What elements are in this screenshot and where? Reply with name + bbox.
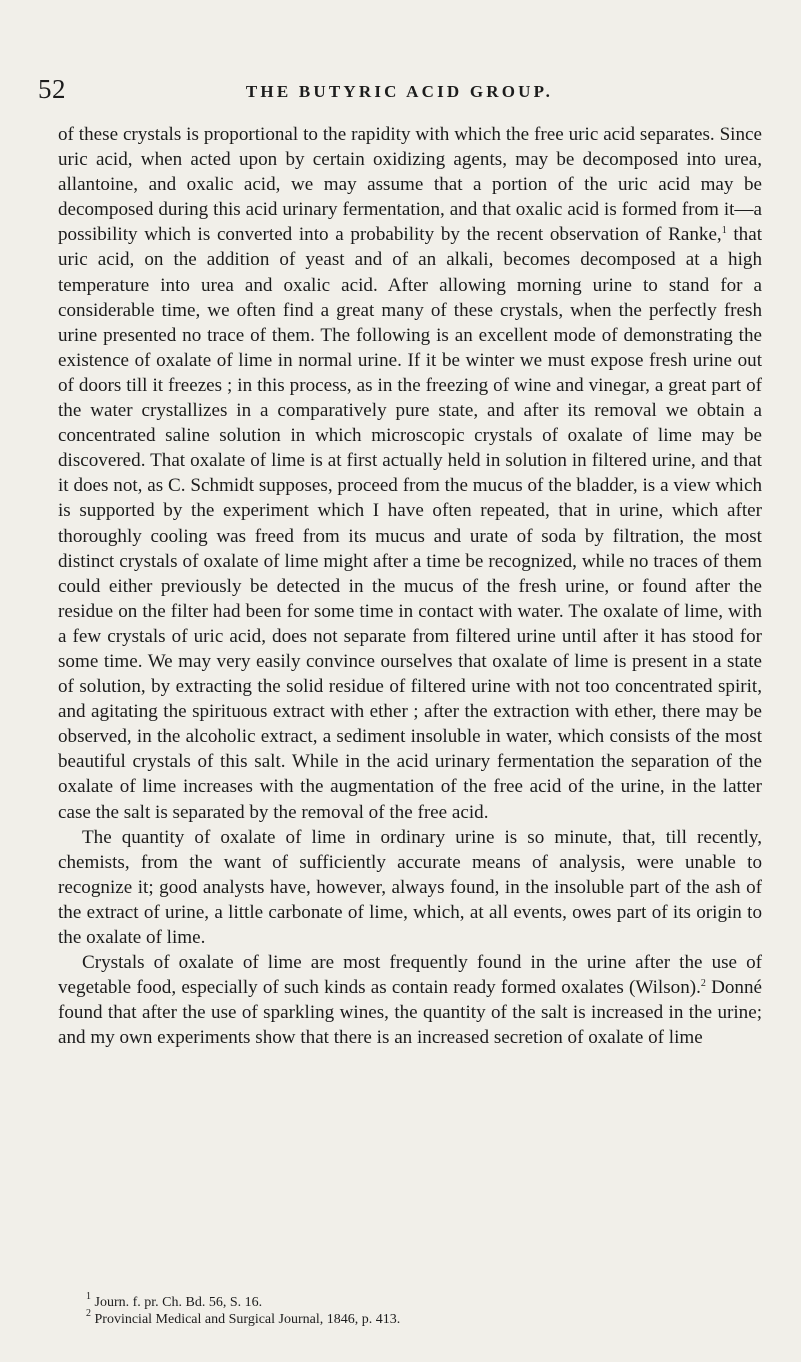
footnote-text: Provincial Medical and Surgical Journal, 1846, p. 413. xyxy=(91,1312,401,1327)
running-head: THE BUTYRIC ACID GROUP. xyxy=(245,82,554,101)
paragraph-continuation xyxy=(58,122,762,825)
paragraph xyxy=(58,950,762,1050)
footnote-ref-2: 2 xyxy=(700,978,706,990)
paragraph-text: that uric acid, on the addition of yeast and of an alkali, becomes decomposed at a high temperature into urea and oxalic acid. After allowing morning urine to stand for a considerable time, we often find a great many of these crystals, when the perfectly fresh urine presented no trace of them. The following is an excellent mode of demonstrating the existence of oxalate of lime in normal urine. If it be winter we must expose fresh urine out of doors till it freezes ; in this process, as in the freezing of wine and vinegar, a great part of the water crystallizes in a comparatively pure state, and after its removal we obtain a concentrated saline solution in which microscopic crystals of oxalate of lime may be discovered. That oxalate of lime is at first actually held in solution in filtered urine, and that it does not, as C. Schmidt supposes, proceed from the mucus of the bladder, is a view which is supported by the experiment which I have often repeated, that in urine, which after thoroughly cooling was freed from its mucus and urate of soda by filtration, the most distinct crystals of oxalate of lime might after a time be recognized, while no traces of them could either previously be detected in the mucus of the fresh urine, or found after the residue on the filter had been for some time in contact with water. The oxalate of lime, with a few crystals of uric acid, does not separate from filtered urine until after it has stood for some time. We may very easily convince ourselves that oxalate of lime is present in a state of solution, by extracting the solid residue of filtered urine with not too concentrated spirit, and agitating the spirituous extract with ether ; after the extraction with ether, there may be observed, in the alcoholic extract, a sediment insoluble in water, which consists of the most beautiful crystals of this salt. While in the acid urinary fermentation the separation of the oxalate of lime increases with the augmentation of the free acid of the urine, in the latter case the salt is separated by the removal of the free acid. xyxy=(58,224,762,823)
paragraph-text: Donné found that after the use of sparkling wines, the quantity of the salt is increased in the urine; and my own experiments show that there is an increased secretion of oxalate of lime xyxy=(58,977,762,1049)
footnote-mark: 1 xyxy=(86,1291,91,1302)
footnote-1 xyxy=(58,1291,762,1311)
footnote-ref-1: 1 xyxy=(721,225,727,237)
footnotes xyxy=(58,1291,762,1328)
footnote-mark: 2 xyxy=(86,1308,91,1319)
paragraph-text: Crystals of oxalate of lime are most frequently found in the urine after the use of vegetable food, especially of such kinds as contain ready formed oxalates (Wilson). xyxy=(58,952,762,999)
footnote-text: Journ. f. pr. Ch. Bd. 56, S. 16. xyxy=(91,1295,263,1310)
page-header xyxy=(38,76,761,106)
paragraph-text: of these crystals is proportional to the rapidity with which the free uric acid separates. Since uric acid, when acted upon by certain oxidizing agents, may be decomposed into urea, allantoine, and oxalic acid, we may assume that a portion of the uric acid may be decomposed during this acid urinary fermentation, and that oxalic acid is formed from it—a possibility which is converted into a probability by the recent observation of Ranke, xyxy=(58,124,762,246)
footnote-2 xyxy=(58,1308,762,1328)
page-number: 52 xyxy=(38,74,66,104)
paragraph: The quantity of oxalate of lime in ordinary urine is so minute, that, till recently, chemists, from the want of sufficiently accurate means of analysis, were unable to recognize it; good analysts have, however, always found, in the insoluble part of the ash of the extract of urine, a little carbonate of lime, which, at all events, owes part of its origin to the oxalate of lime. xyxy=(58,826,762,948)
body-text xyxy=(58,122,762,1050)
